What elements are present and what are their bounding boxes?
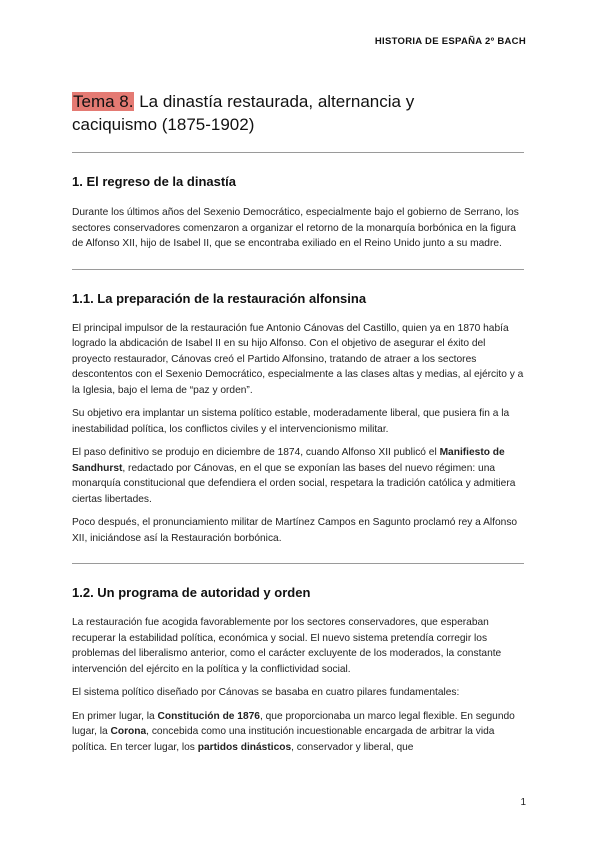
text-run: , concebida como una institución incuestionable encargada de arbitrar la vida política. En tercer lugar, los <box>72 726 495 753</box>
title-line-2: caciquismo (1875-1902) <box>72 115 255 134</box>
text-run: , que proporcionaba un marco legal flexible. En segundo lugar, la <box>72 710 515 737</box>
bold-term: Manifiesto de Sandhurst <box>72 447 505 474</box>
paragraph: Su objetivo era implantar un sistema político estable, moderadamente liberal, que pusiera fin a la inestabilidad política, los conflictos civiles y el intervencionismo militar. <box>72 408 510 435</box>
paragraph: La restauración fue acogida favorablemente por los sectores conservadores, que esperaban recuperar la estabilidad política, económica y social. El nuevo sistema pretendía corregir los problemas del liberalismo anterior, como el carácter excluyente de los moderados, la constante intervención del ejército en la política y la conflictividad social. <box>72 617 502 675</box>
paragraph: Poco después, el pronunciamiento militar de Martínez Campos en Sagunto proclamó rey a Alfonso XII, iniciándose así la Restauración borbónica. <box>72 517 518 544</box>
paragraph: Durante los últimos años del Sexenio Democrático, especialmente bajo el gobierno de Serrano, los sectores conservadores comenzaron a organizar el retorno de la monarquía borbónica en la figura de Alfonso XII, hijo de Isabel II, que se encontraba exiliado en el Reino Unido junto a su madre. <box>72 207 519 249</box>
course-header: HISTORIA DE ESPAÑA 2º BACH <box>374 36 526 47</box>
section-divider <box>72 269 524 270</box>
text-run: , redactado por Cánovas, en el que se exponían las bases del nuevo régimen: una monarquía constitucional que defendiera el orden social, respetara la tradición católica y admitiera ciertas libertades. <box>72 462 516 505</box>
paragraph <box>72 445 524 507</box>
page-title <box>72 90 524 136</box>
text-run: En primer lugar, la <box>72 710 158 722</box>
paragraph <box>72 709 524 756</box>
paragraph: El principal impulsor de la restauración fue Antonio Cánovas del Castillo, quien ya en 1870 había logrado la abdicación de Isabel II en su hijo Alfonso. Con el objetivo de asegurar el éxito del proyecto restaurador, Cánovas creó el Partido Alfonsino, tratando de atraer a los sectores descontentos con el Sexenio Democrático, especialmente a las clases altas y medias, al ejército y a la Iglesia, bajo el lema de “paz y orden”. <box>72 322 524 396</box>
page-number: 1 <box>520 797 526 808</box>
section-heading: 1. El regreso de la dinastía <box>72 174 237 189</box>
page-content <box>72 90 524 755</box>
section-divider <box>72 563 524 564</box>
section-heading: 1.1. La preparación de la restauración alfonsina <box>72 290 367 306</box>
section-heading: 1.2. Un programa de autoridad y orden <box>72 585 311 600</box>
bold-term: Corona <box>110 726 147 737</box>
bold-term: Constitución de 1876 <box>157 710 260 722</box>
paragraph: El sistema político diseñado por Cánovas se basaba en cuatro pilares fundamentales: <box>72 687 460 698</box>
title-line-1: La dinastía restaurada, alternancia y <box>134 92 415 111</box>
section-divider <box>72 152 524 153</box>
bold-term: partidos dinásticos <box>197 741 292 753</box>
text-run: El paso definitivo se produjo en diciembre de 1874, cuando Alfonso XII publicó el <box>72 447 440 458</box>
highlighted-topic-number: Tema 8. <box>73 92 134 111</box>
text-run: , conservador y liberal, que <box>291 741 414 753</box>
